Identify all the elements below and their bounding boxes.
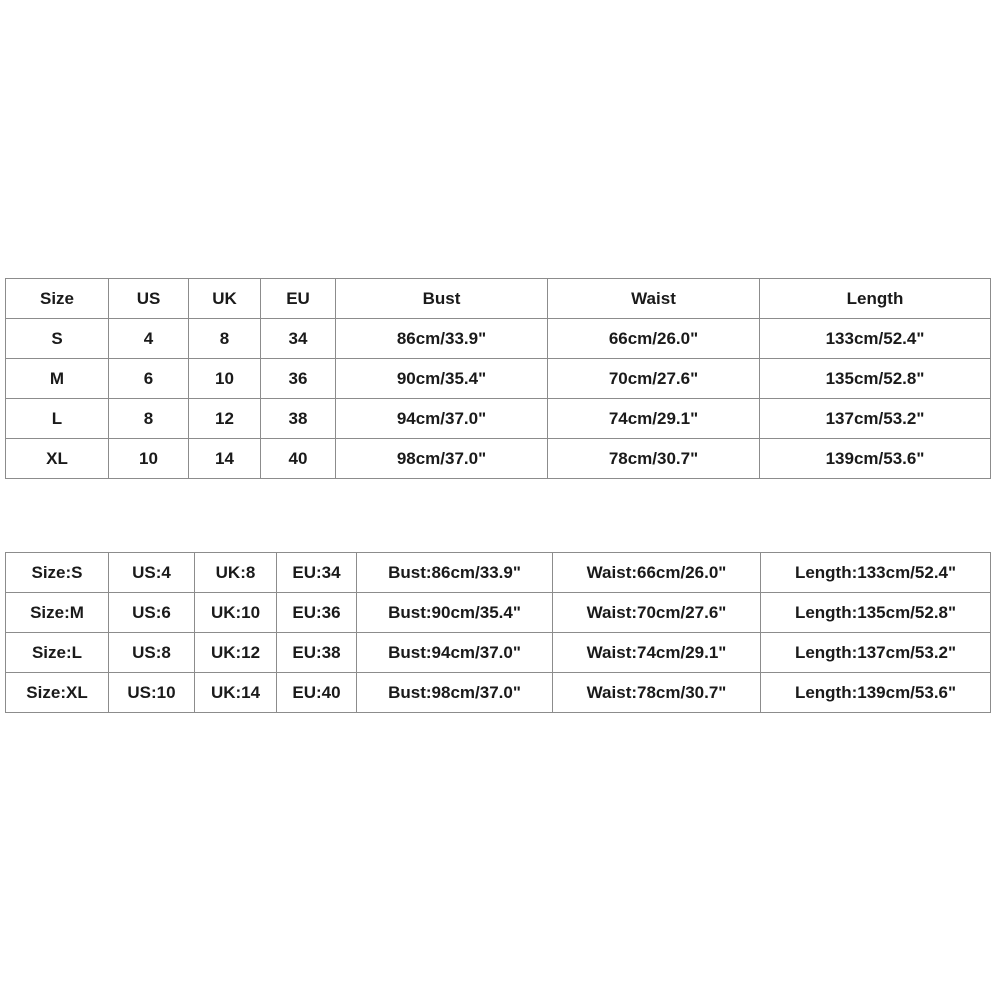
cell-waist: Waist:70cm/27.6" (553, 593, 761, 633)
cell-length: 139cm/53.6" (760, 439, 991, 479)
cell-us: US:8 (109, 633, 195, 673)
cell-eu: 34 (261, 319, 336, 359)
cell-uk: UK:14 (195, 673, 277, 713)
cell-length: Length:133cm/52.4" (761, 553, 991, 593)
table-header-row (6, 279, 991, 319)
size-chart-table (5, 278, 991, 479)
cell-eu: 38 (261, 399, 336, 439)
cell-us: 6 (109, 359, 189, 399)
table-row (6, 633, 991, 673)
size-chart-labeled-table (5, 552, 991, 713)
header-length: Length (760, 279, 991, 319)
cell-waist: Waist:74cm/29.1" (553, 633, 761, 673)
cell-bust: Bust:90cm/35.4" (357, 593, 553, 633)
table-row (6, 319, 991, 359)
cell-length: Length:137cm/53.2" (761, 633, 991, 673)
cell-us: 8 (109, 399, 189, 439)
cell-length: 133cm/52.4" (760, 319, 991, 359)
cell-size: Size:XL (6, 673, 109, 713)
cell-length: 137cm/53.2" (760, 399, 991, 439)
cell-size: M (6, 359, 109, 399)
table-row (6, 673, 991, 713)
cell-size: Size:M (6, 593, 109, 633)
cell-bust: 90cm/35.4" (336, 359, 548, 399)
cell-us: 4 (109, 319, 189, 359)
cell-uk: UK:8 (195, 553, 277, 593)
header-uk: UK (189, 279, 261, 319)
cell-bust: 86cm/33.9" (336, 319, 548, 359)
cell-eu: EU:40 (277, 673, 357, 713)
cell-eu: EU:34 (277, 553, 357, 593)
cell-uk: UK:12 (195, 633, 277, 673)
header-waist: Waist (548, 279, 760, 319)
header-size: Size (6, 279, 109, 319)
cell-bust: Bust:94cm/37.0" (357, 633, 553, 673)
cell-us: US:6 (109, 593, 195, 633)
table-row (6, 593, 991, 633)
cell-bust: Bust:98cm/37.0" (357, 673, 553, 713)
cell-waist: Waist:78cm/30.7" (553, 673, 761, 713)
cell-uk: UK:10 (195, 593, 277, 633)
cell-eu: EU:36 (277, 593, 357, 633)
cell-size: Size:S (6, 553, 109, 593)
cell-us: US:10 (109, 673, 195, 713)
cell-uk: 8 (189, 319, 261, 359)
cell-waist: Waist:66cm/26.0" (553, 553, 761, 593)
cell-eu: EU:38 (277, 633, 357, 673)
cell-uk: 14 (189, 439, 261, 479)
cell-uk: 12 (189, 399, 261, 439)
cell-us: 10 (109, 439, 189, 479)
table-row (6, 439, 991, 479)
cell-size: XL (6, 439, 109, 479)
table-row (6, 359, 991, 399)
header-eu: EU (261, 279, 336, 319)
header-bust: Bust (336, 279, 548, 319)
cell-size: Size:L (6, 633, 109, 673)
cell-eu: 36 (261, 359, 336, 399)
cell-length: Length:135cm/52.8" (761, 593, 991, 633)
table-row (6, 553, 991, 593)
cell-size: S (6, 319, 109, 359)
cell-us: US:4 (109, 553, 195, 593)
cell-eu: 40 (261, 439, 336, 479)
cell-waist: 70cm/27.6" (548, 359, 760, 399)
table-row (6, 399, 991, 439)
cell-waist: 74cm/29.1" (548, 399, 760, 439)
cell-size: L (6, 399, 109, 439)
cell-bust: 94cm/37.0" (336, 399, 548, 439)
cell-bust: 98cm/37.0" (336, 439, 548, 479)
cell-bust: Bust:86cm/33.9" (357, 553, 553, 593)
cell-uk: 10 (189, 359, 261, 399)
cell-waist: 66cm/26.0" (548, 319, 760, 359)
cell-waist: 78cm/30.7" (548, 439, 760, 479)
cell-length: 135cm/52.8" (760, 359, 991, 399)
cell-length: Length:139cm/53.6" (761, 673, 991, 713)
header-us: US (109, 279, 189, 319)
